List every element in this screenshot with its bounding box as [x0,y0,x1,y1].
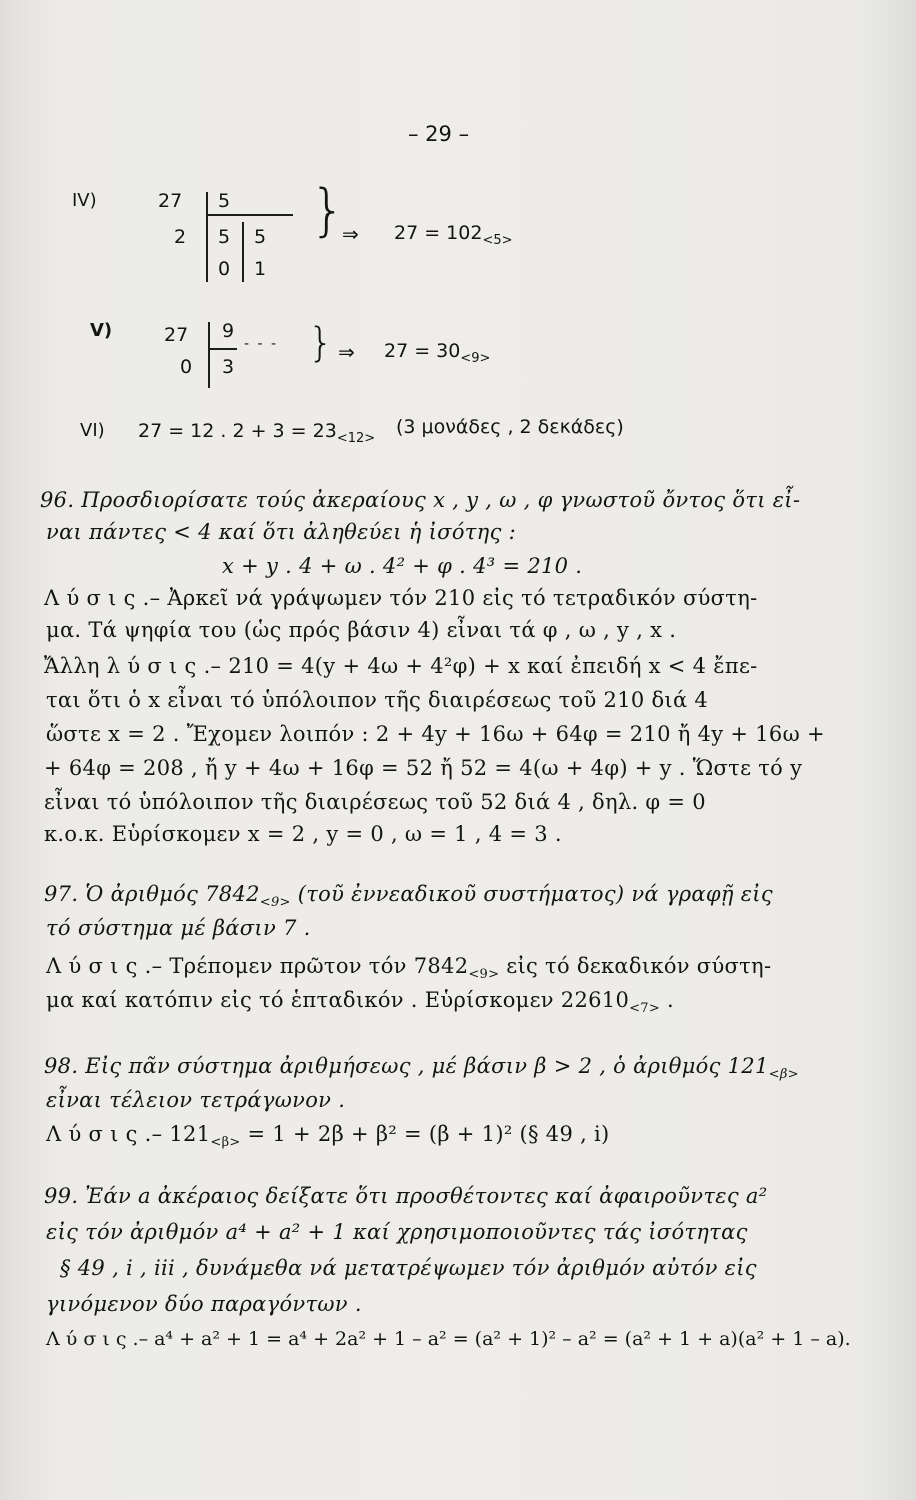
division-rule [242,222,244,282]
item-label: VI) [80,420,105,441]
remainder: 2 [174,226,187,248]
quotient: 3 [222,356,235,378]
quotient: 1 [254,258,267,280]
text-line: Ἄλλη λ ύ σ ι ς .– 210 = 4(y + 4ω + 4²φ) + x καί ἐπειδή x < 4 ἔπε- [44,654,758,678]
result: $27 = 102_{<5>}$ [394,222,513,248]
text-line: ναι πάντες < 4 καί ὅτι ἀληθεύει ἡ ἰσότης : [46,520,516,544]
equation: x + y . 4 + ω . 4² + φ . 4³ = 210 . [222,554,583,578]
dashes: - - - [244,336,279,352]
divisor: 9 [222,320,235,342]
text-line: τό σύστημα μέ βάσιν 7 . [46,916,311,940]
text-line: εἶναι τέλειον τετράγωνον . [46,1088,346,1112]
division-rule [207,214,293,216]
brace: } [310,178,346,243]
remainder: 0 [218,258,231,280]
expression: 27 = 12 . $2 + 3 = 23_{<12>}$ [138,420,376,446]
text-line: 96. Προσδιορίσατε τούς ἀκεραίους x , y , ω , φ γνωστοῦ ὄντος ὅτι εἶ- [40,488,801,512]
implies-arrow: ⇒ [342,222,359,246]
remainder: 0 [180,356,193,378]
item-label: V) [90,320,113,341]
text-line: κ.ο.κ. Εὑρίσκομεν x = 2 , y = 0 , ω = 1 , 4 = 3 . [44,822,562,846]
division-rule [209,348,237,350]
dividend: 27 [158,190,183,212]
text-line: ται ὅτι ὁ x εἶναι τό ὑπόλοιπον τῆς διαιρέσεως τοῦ 210 διά 4 [46,688,709,712]
text-line: 99. Ἐάν a ἀκέραιος δείξατε ὅτι προσθέτοντες καί ἀφαιροῦντες a² [44,1184,768,1208]
divisor: 5 [254,226,267,248]
dividend: 27 [164,324,189,346]
text-line: Λ ύ σ ι ς .– a⁴ + a² + 1 = a⁴ + 2a² + 1 – a² = (a² + 1)² – a² = (a² + 1 + a)(a² + 1 – a). [46,1328,851,1350]
text-line: Λ ύ σ ι ς .– Ἀρκεῖ νά γράψωμεν τόν 210 εἰς τό τετραδικόν σύστη- [44,586,758,610]
result: $27 = 30_{<9>}$ [384,340,491,366]
text-line: ὥστε x = 2 . Ἔχομεν λοιπόν : 2 + 4y + 16ω + 64φ = 210 ἤ 4y + 16ω + [46,722,825,746]
page-number: – 29 – [408,122,470,146]
quotient: 5 [218,226,231,248]
text-line: + 64φ = 208 , ἤ y + 4ω + 16φ = 52 ἤ 52 = 4(ω + 4φ) + y . Ὥστε τό y [44,756,803,780]
text-line: Λ ύ σ ι ς .– Τρέπομεν πρῶτον τόν $7842_{<9>}$ εἰς τό δεκαδικόν σύστη- [46,954,772,982]
note: (3 μονάδες , 2 δεκάδες) [396,416,624,438]
text-line: μα. Τά ψηφία του (ὡς πρός βάσιν 4) εἶναι τά φ , ω , y , x . [46,618,677,642]
implies-arrow: ⇒ [338,340,355,364]
text-line: § 49 , i , iii , δυνάμεθα νά μετατρέψωμεν τόν ἀριθμόν αὐτόν εἰς [60,1256,757,1280]
text-line: εἰς τόν ἀριθμόν a⁴ + a² + 1 καί χρησιμοποιοῦντες τάς ἰσότητας [46,1220,748,1244]
divisor: 5 [218,190,231,212]
division-rule [206,192,208,282]
division-rule [208,322,210,388]
text-line: Λ ύ σ ι ς .– $121_{<\beta>} = 1 + 2\beta + \beta^2 = (\beta + 1)^2$ (§ 49 , i) [46,1122,610,1150]
text-line: 97. Ὁ ἀριθμός $7842_{<9>}$ (τοῦ ἐννεαδικοῦ συστήματος) νά γραφῇ εἰς [44,882,773,910]
text-line: μα καί κατόπιν εἰς τό ἑπταδικόν . Εὑρίσκομεν $22610_{<7>}$ . [46,988,675,1016]
text-line: γινόμενον δύο παραγόντων . [46,1292,362,1316]
text-line: εἶναι τό ὑπόλοιπον τῆς διαιρέσεως τοῦ 52 διά 4 , δηλ. φ = 0 [44,790,706,814]
brace: } [308,320,334,366]
item-label: IV) [72,190,97,211]
text-line: 98. Εἰς πᾶν σύστημα ἀριθμήσεως , μέ βάσιν β > 2 , ὁ ἀριθμός $121_{<\beta>}$ [44,1054,799,1082]
